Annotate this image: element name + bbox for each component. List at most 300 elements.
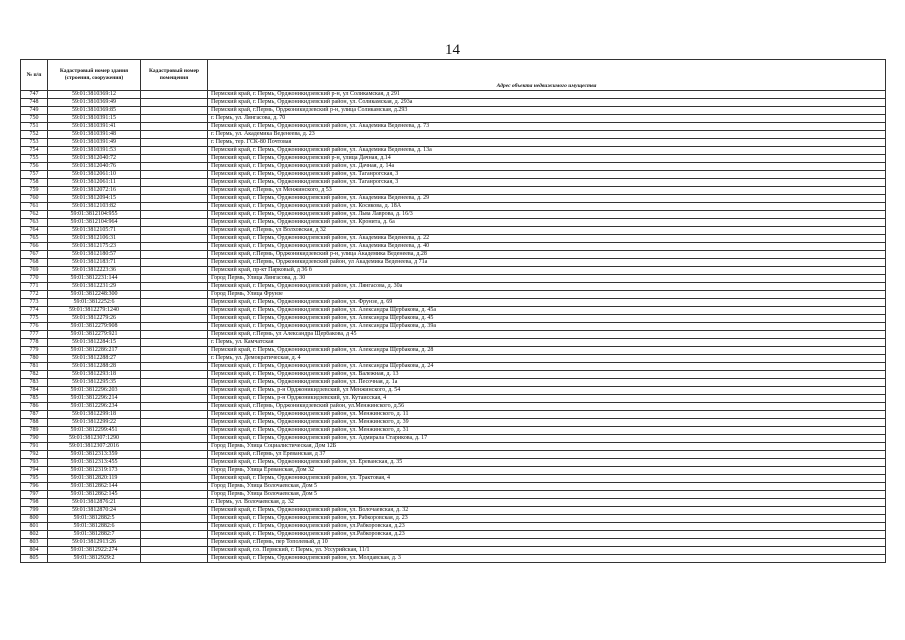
property-address: Пермский край, г.Пермь, Орджоникидзевский район, ул.Менжинского, д.56 <box>208 403 886 411</box>
room-cadastral-number <box>141 171 208 179</box>
table-row <box>21 227 886 235</box>
property-address: Пермский край, г.Пермь, Орджоникидзевский р-н, улица Академика Веденеева, д.28 <box>208 251 886 259</box>
row-number: 773 <box>21 299 48 307</box>
table-row <box>21 323 886 331</box>
table-row <box>21 283 886 291</box>
room-cadastral-number <box>141 547 208 555</box>
building-cadastral-number: 59:01:3812061:10 <box>48 171 141 179</box>
room-cadastral-number <box>141 523 208 531</box>
room-cadastral-number <box>141 307 208 315</box>
building-cadastral-number: 59:01:3812876:21 <box>48 499 141 507</box>
table-body <box>21 91 886 563</box>
building-cadastral-number: 59:01:3812106:31 <box>48 235 141 243</box>
row-number: 747 <box>21 91 48 99</box>
header-building-cadastral: Кадастровый номер здания (строения, сооружения) <box>48 60 141 91</box>
room-cadastral-number <box>141 451 208 459</box>
building-cadastral-number: 59:01:3812223:36 <box>48 267 141 275</box>
building-cadastral-number: 59:01:3812105:71 <box>48 227 141 235</box>
property-address: г. Пермь, ул. Волочаевская, д. 32 <box>208 499 886 507</box>
property-address: Пермский край, г. Пермь, Орджоникидзевский район, ул. Адмирала Старикова, д. 17 <box>208 435 886 443</box>
building-cadastral-number: 59:01:3812231:29 <box>48 283 141 291</box>
building-cadastral-number: 59:01:3812104:955 <box>48 211 141 219</box>
table-row <box>21 547 886 555</box>
property-address: Пермский край, г. Пермь, Орджоникидзевский район, ул. Соликамская, д. 293а <box>208 99 886 107</box>
building-cadastral-number: 59:01:3812183:71 <box>48 259 141 267</box>
room-cadastral-number <box>141 435 208 443</box>
building-cadastral-number: 59:01:3812296:203 <box>48 387 141 395</box>
property-address: Пермский край, г. Пермь, Орджоникидзевский район, ул. Кронита, д. 6а <box>208 219 886 227</box>
property-address: Пермский край, г.Пермь, ул Ереванская, д 37 <box>208 451 886 459</box>
row-number: 802 <box>21 531 48 539</box>
building-cadastral-number: 59:01:3812862:145 <box>48 491 141 499</box>
table-row <box>21 451 886 459</box>
property-address: Пермский край, г.Пермь, Орджоникидзевский р-н, улица Соликамская, д.293 <box>208 107 886 115</box>
property-address: Пермский край, г. Пермь, Орджоникидзевский район, ул. Академика Веденеева, д. 29 <box>208 195 886 203</box>
property-address: г. Пермь, тер. ГСК-80 Почтовая <box>208 139 886 147</box>
room-cadastral-number <box>141 427 208 435</box>
property-address: Пермский край, г. Пермь, Орджоникидзевский район, ул. Валежная, д. 13 <box>208 371 886 379</box>
property-address: г. Пермь, ул. Демократическая, д. 4 <box>208 355 886 363</box>
property-address: Пермский край, г.Пермь, Орджоникидзевский район, ул Академика Веденеева, д 71а <box>208 259 886 267</box>
room-cadastral-number <box>141 443 208 451</box>
room-cadastral-number <box>141 211 208 219</box>
row-number: 761 <box>21 203 48 211</box>
room-cadastral-number <box>141 419 208 427</box>
row-number: 769 <box>21 267 48 275</box>
property-address: Пермский край, г. Пермь, Орджоникидзевский район, ул. Рабкоровская, д. 23 <box>208 515 886 523</box>
table-row <box>21 171 886 179</box>
room-cadastral-number <box>141 99 208 107</box>
row-number: 772 <box>21 291 48 299</box>
row-number: 753 <box>21 139 48 147</box>
row-number: 797 <box>21 491 48 499</box>
building-cadastral-number: 59:01:3810391:53 <box>48 147 141 155</box>
building-cadastral-number: 59:01:3812319:173 <box>48 467 141 475</box>
room-cadastral-number <box>141 107 208 115</box>
room-cadastral-number <box>141 163 208 171</box>
property-address: Пермский край, г. Пермь, Орджоникидзевский район, ул.Рабкоровская, д.23 <box>208 531 886 539</box>
row-number: 755 <box>21 155 48 163</box>
row-number: 782 <box>21 371 48 379</box>
table-row <box>21 315 886 323</box>
property-address: Пермский край, г. Пермь, Орджоникидзевский район, ул. Академика Веденеева, д. 13а <box>208 147 886 155</box>
building-cadastral-number: 59:01:3812913:26 <box>48 539 141 547</box>
room-cadastral-number <box>141 155 208 163</box>
row-number: 780 <box>21 355 48 363</box>
property-address: Пермский край, г. Пермь, Орджоникидзевский район, ул. Льва Лаврова, д. 16/3 <box>208 211 886 219</box>
building-cadastral-number: 59:01:3810369:85 <box>48 107 141 115</box>
row-number: 781 <box>21 363 48 371</box>
table-row <box>21 299 886 307</box>
building-cadastral-number: 59:01:3812313:455 <box>48 459 141 467</box>
property-address: Пермский край, г.о. Пермский, г. Пермь, ул. Уссурийская, 11/1 <box>208 547 886 555</box>
property-address: Город Пермь, Улица Волочаевская, Дом 5 <box>208 491 886 499</box>
table-row <box>21 507 886 515</box>
building-cadastral-number: 59:01:3812279:908 <box>48 323 141 331</box>
property-address: Город Пермь, Улица Волочаевская, Дом 5 <box>208 483 886 491</box>
property-address: Город Пермь, Улица Лянгасова, д. 30 <box>208 275 886 283</box>
room-cadastral-number <box>141 291 208 299</box>
table-row <box>21 235 886 243</box>
header-address-spacer <box>208 60 886 84</box>
building-cadastral-number: 59:01:3812820:119 <box>48 475 141 483</box>
room-cadastral-number <box>141 515 208 523</box>
property-address: Пермский край, г. Пермь, Орджоникидзевский район, ул. Фрунзе, д. 69 <box>208 299 886 307</box>
property-address: Пермский край, г. Пермь, Орджоникидзевский р-н, улица Дачная, д.14 <box>208 155 886 163</box>
property-address: г. Пермь, ул. Лянгасова, д. 70 <box>208 115 886 123</box>
building-cadastral-number: 59:01:3812882:6 <box>48 523 141 531</box>
room-cadastral-number <box>141 219 208 227</box>
room-cadastral-number <box>141 363 208 371</box>
building-cadastral-number: 59:01:3812288:27 <box>48 355 141 363</box>
table-row <box>21 387 886 395</box>
property-address: Пермский край, г. Пермь, Орджоникидзевский район, ул. Академика Веденеева, д. 73 <box>208 123 886 131</box>
table-row <box>21 515 886 523</box>
building-cadastral-number: 59:01:3812231:144 <box>48 275 141 283</box>
building-cadastral-number: 59:01:3810391:49 <box>48 139 141 147</box>
property-address: Пермский край, г. Пермь, р-н Орджоникидзевский, ул Менжинского, д. 54 <box>208 387 886 395</box>
row-number: 759 <box>21 187 48 195</box>
room-cadastral-number <box>141 251 208 259</box>
building-cadastral-number: 59:01:3812295:35 <box>48 379 141 387</box>
row-number: 776 <box>21 323 48 331</box>
building-cadastral-number: 59:01:3812279:26 <box>48 315 141 323</box>
row-number: 787 <box>21 411 48 419</box>
row-number: 779 <box>21 347 48 355</box>
table-row <box>21 347 886 355</box>
table-row <box>21 523 886 531</box>
building-cadastral-number: 59:01:3812307:2016 <box>48 443 141 451</box>
row-number: 799 <box>21 507 48 515</box>
row-number: 798 <box>21 499 48 507</box>
room-cadastral-number <box>141 243 208 251</box>
room-cadastral-number <box>141 139 208 147</box>
table-row <box>21 419 886 427</box>
room-cadastral-number <box>141 147 208 155</box>
property-address: Пермский край, г. Пермь, Орджоникидзевский район, ул. Косякова, д. 18А <box>208 203 886 211</box>
row-number: 785 <box>21 395 48 403</box>
row-number: 777 <box>21 331 48 339</box>
building-cadastral-number: 59:01:3810391:48 <box>48 131 141 139</box>
building-cadastral-number: 59:01:3812279:1240 <box>48 307 141 315</box>
building-cadastral-number: 59:01:3812313:359 <box>48 451 141 459</box>
property-address: г. Пермь, ул. Камчатская <box>208 339 886 347</box>
row-number: 786 <box>21 403 48 411</box>
room-cadastral-number <box>141 259 208 267</box>
room-cadastral-number <box>141 483 208 491</box>
room-cadastral-number <box>141 187 208 195</box>
row-number: 768 <box>21 259 48 267</box>
row-number: 793 <box>21 459 48 467</box>
table-row <box>21 467 886 475</box>
row-number: 757 <box>21 171 48 179</box>
room-cadastral-number <box>141 467 208 475</box>
row-number: 752 <box>21 131 48 139</box>
row-number: 792 <box>21 451 48 459</box>
building-cadastral-number: 59:01:3812922:274 <box>48 547 141 555</box>
building-cadastral-number: 59:01:3812870:24 <box>48 507 141 515</box>
property-address: Пермский край, г. Пермь, Орджоникидзевский район, ул. Таганрогская, 3 <box>208 171 886 179</box>
table-row <box>21 123 886 131</box>
table-row <box>21 483 886 491</box>
row-number: 766 <box>21 243 48 251</box>
row-number: 800 <box>21 515 48 523</box>
property-address: Пермский край, г. Пермь, Орджоникидзевский район, ул.Рабкоровская, д.23 <box>208 523 886 531</box>
table-row <box>21 499 886 507</box>
room-cadastral-number <box>141 267 208 275</box>
room-cadastral-number <box>141 539 208 547</box>
property-address: Пермский край, г. Пермь, Орджоникидзевский район, ул. Александра Щербакова, д. 45 <box>208 315 886 323</box>
building-cadastral-number: 59:01:3810369:49 <box>48 99 141 107</box>
row-number: 796 <box>21 483 48 491</box>
row-number: 788 <box>21 419 48 427</box>
property-address: Пермский край, г.Пермь, ул Менжинского, д 53 <box>208 187 886 195</box>
building-cadastral-number: 59:01:3812882:5 <box>48 515 141 523</box>
property-address: Пермский край, г. Пермь, Орджоникидзевский район, ул. Молдавская, д. 3 <box>208 555 886 563</box>
room-cadastral-number <box>141 131 208 139</box>
room-cadastral-number <box>141 355 208 363</box>
row-number: 751 <box>21 123 48 131</box>
building-cadastral-number: 59:01:3812103:82 <box>48 203 141 211</box>
room-cadastral-number <box>141 323 208 331</box>
property-address: Город Пермь, Улица Социалистическая, Дом 12Б <box>208 443 886 451</box>
building-cadastral-number: 59:01:3812252:6 <box>48 299 141 307</box>
table-row <box>21 163 886 171</box>
room-cadastral-number <box>141 299 208 307</box>
building-cadastral-number: 59:01:3812040:76 <box>48 163 141 171</box>
room-cadastral-number <box>141 403 208 411</box>
room-cadastral-number <box>141 123 208 131</box>
room-cadastral-number <box>141 507 208 515</box>
room-cadastral-number <box>141 411 208 419</box>
room-cadastral-number <box>141 379 208 387</box>
property-address: Пермский край, г. Пермь, Орджоникидзевский район, ул. Менжинского, д. 11 <box>208 411 886 419</box>
property-address: Пермский край, г. Пермь, Орджоникидзевский район, ул. Менжинского, д. 31 <box>208 427 886 435</box>
header-room-cadastral: Кадастровый номер помещения <box>141 60 208 91</box>
building-cadastral-number: 59:01:3812862:144 <box>48 483 141 491</box>
row-number: 765 <box>21 235 48 243</box>
building-cadastral-number: 59:01:3812293:18 <box>48 371 141 379</box>
building-cadastral-number: 59:01:3812286:217 <box>48 347 141 355</box>
row-number: 756 <box>21 163 48 171</box>
table-row <box>21 363 886 371</box>
row-number: 749 <box>21 107 48 115</box>
row-number: 764 <box>21 227 48 235</box>
room-cadastral-number <box>141 179 208 187</box>
building-cadastral-number: 59:01:3812104:964 <box>48 219 141 227</box>
property-address: Пермский край, г. Пермь, Орджоникидзевский район, ул. Таганрогская, 3 <box>208 179 886 187</box>
room-cadastral-number <box>141 499 208 507</box>
row-number: 758 <box>21 179 48 187</box>
table-row <box>21 475 886 483</box>
room-cadastral-number <box>141 347 208 355</box>
building-cadastral-number: 59:01:3812299:22 <box>48 419 141 427</box>
room-cadastral-number <box>141 555 208 563</box>
table-row <box>21 443 886 451</box>
table-row <box>21 539 886 547</box>
row-number: 803 <box>21 539 48 547</box>
building-cadastral-number: 59:01:3812296:234 <box>48 403 141 411</box>
table-row <box>21 291 886 299</box>
building-cadastral-number: 59:01:3810391:41 <box>48 123 141 131</box>
table-row <box>21 99 886 107</box>
row-number: 790 <box>21 435 48 443</box>
building-cadastral-number: 59:01:3812094:15 <box>48 195 141 203</box>
row-number: 784 <box>21 387 48 395</box>
building-cadastral-number: 59:01:3812061:11 <box>48 179 141 187</box>
property-address: Пермский край, г.Пермь, пер Тополевый, д 10 <box>208 539 886 547</box>
property-address: Пермский край, г. Пермь, Орджоникидзевский район, ул. Лянгасова, д. 30а <box>208 283 886 291</box>
table-row <box>21 459 886 467</box>
row-number: 804 <box>21 547 48 555</box>
table-row <box>21 275 886 283</box>
row-number: 791 <box>21 443 48 451</box>
building-cadastral-number: 59:01:3812929:2 <box>48 555 141 563</box>
property-address: Пермский край, г. Пермь, р-н Орджоникидзевский, ул. Кутаисская, 4 <box>208 395 886 403</box>
table-row <box>21 403 886 411</box>
building-cadastral-number: 59:01:3812284:15 <box>48 339 141 347</box>
building-cadastral-number: 59:01:3812296:214 <box>48 395 141 403</box>
row-number: 770 <box>21 275 48 283</box>
table-row <box>21 259 886 267</box>
row-number: 794 <box>21 467 48 475</box>
row-number: 778 <box>21 339 48 347</box>
room-cadastral-number <box>141 195 208 203</box>
building-cadastral-number: 59:01:3812072:16 <box>48 187 141 195</box>
property-address: Пермский край, г. Пермь, Орджоникидзевский район, ул. Академика Веденеева, д. 40 <box>208 243 886 251</box>
building-cadastral-number: 59:01:3812307:1290 <box>48 435 141 443</box>
building-cadastral-number: 59:01:3812299:18 <box>48 411 141 419</box>
table-row <box>21 531 886 539</box>
property-address: Пермский край, г. Пермь, Орджоникидзевский район, ул. Дачная, д. 14а <box>208 163 886 171</box>
building-cadastral-number: 59:01:3812279:921 <box>48 331 141 339</box>
property-address: Пермский край, г. Пермь, Орджоникидзевский район, ул. Академика Веденеева, д. 22 <box>208 235 886 243</box>
room-cadastral-number <box>141 387 208 395</box>
property-address: Пермский край, г. Пермь, Орджоникидзевский район, ул. Трактовая, 4 <box>208 475 886 483</box>
building-cadastral-number: 59:01:3812040:72 <box>48 155 141 163</box>
table-row <box>21 379 886 387</box>
property-address: Пермский край, г. Пермь, Орджоникидзевский район, ул. Александра Щербакова, д. 24 <box>208 363 886 371</box>
property-address: Пермский край, пр-кт Парковый, д 36 б <box>208 267 886 275</box>
room-cadastral-number <box>141 275 208 283</box>
room-cadastral-number <box>141 491 208 499</box>
row-number: 775 <box>21 315 48 323</box>
row-number: 789 <box>21 427 48 435</box>
header-number: № п/п <box>21 60 48 91</box>
property-address: Пермский край, г.Пермь, ул Александра Щербакова, д 45 <box>208 331 886 339</box>
row-number: 783 <box>21 379 48 387</box>
row-number: 795 <box>21 475 48 483</box>
table-row <box>21 395 886 403</box>
table-row <box>21 435 886 443</box>
room-cadastral-number <box>141 235 208 243</box>
room-cadastral-number <box>141 459 208 467</box>
table-row <box>21 251 886 259</box>
building-cadastral-number: 59:01:3810369:12 <box>48 91 141 99</box>
table-row <box>21 115 886 123</box>
table-row <box>21 243 886 251</box>
table-row <box>21 107 886 115</box>
property-address: г. Пермь, ул. Академика Веденеева, д. 23 <box>208 131 886 139</box>
row-number: 760 <box>21 195 48 203</box>
room-cadastral-number <box>141 91 208 99</box>
building-cadastral-number: 59:01:3812180:57 <box>48 251 141 259</box>
page-number: 14 <box>445 42 460 58</box>
row-number: 771 <box>21 283 48 291</box>
room-cadastral-number <box>141 227 208 235</box>
table-row <box>21 139 886 147</box>
table-row <box>21 371 886 379</box>
table-row <box>21 131 886 139</box>
property-address: Город Пермь, Улица Фрунзе <box>208 291 886 299</box>
row-number: 750 <box>21 115 48 123</box>
building-cadastral-number: 59:01:3812248:300 <box>48 291 141 299</box>
table-row <box>21 331 886 339</box>
row-number: 748 <box>21 99 48 107</box>
property-address: Пермский край, г. Пермь, Орджоникидзевский район, ул. Ереванская, д. 35 <box>208 459 886 467</box>
building-cadastral-number: 59:01:3812882:7 <box>48 531 141 539</box>
table-row <box>21 307 886 315</box>
table-row <box>21 155 886 163</box>
row-number: 763 <box>21 219 48 227</box>
table-row <box>21 555 886 563</box>
property-address: Пермский край, г. Пермь, Орджоникидзевский район, ул. Александра Щербакова, д. 45а <box>208 307 886 315</box>
table-row <box>21 339 886 347</box>
row-number: 754 <box>21 147 48 155</box>
property-address: Пермский край, г. Пермь, Орджоникидзевский район, ул. Песочная, д. 1а <box>208 379 886 387</box>
property-address: Пермский край, г. Пермь, Орджоникидзевский район, ул. Менжинского, д. 39 <box>208 419 886 427</box>
row-number: 805 <box>21 555 48 563</box>
table-row <box>21 147 886 155</box>
room-cadastral-number <box>141 203 208 211</box>
building-cadastral-number: 59:01:3812175:23 <box>48 243 141 251</box>
room-cadastral-number <box>141 531 208 539</box>
row-number: 762 <box>21 211 48 219</box>
property-registry-table <box>20 59 886 563</box>
table-row <box>21 219 886 227</box>
room-cadastral-number <box>141 395 208 403</box>
row-number: 801 <box>21 523 48 531</box>
row-number: 767 <box>21 251 48 259</box>
building-cadastral-number: 59:01:3812288:28 <box>48 363 141 371</box>
building-cadastral-number: 59:01:3810391:15 <box>48 115 141 123</box>
table-row <box>21 195 886 203</box>
room-cadastral-number <box>141 315 208 323</box>
property-address: Город Пермь, Улица Ереванская, Дом 32 <box>208 467 886 475</box>
header-address: Адрес объекта недвижимого имущества <box>208 83 886 91</box>
room-cadastral-number <box>141 331 208 339</box>
property-address: Пермский край, г. Пермь, Орджоникидзевский р-н, ул Соликамская, д 291 <box>208 91 886 99</box>
table-row <box>21 91 886 99</box>
table-row <box>21 411 886 419</box>
property-address: Пермский край, г.Пермь, ул Волховская, д 32 <box>208 227 886 235</box>
property-address: Пермский край, г. Пермь, Орджоникидзевский район, ул. Волочаевская, д. 32 <box>208 507 886 515</box>
table-row <box>21 427 886 435</box>
room-cadastral-number <box>141 371 208 379</box>
table-row <box>21 187 886 195</box>
property-address: Пермский край, г. Пермь, Орджоникидзевский район, ул. Александра Щербакова, д. 39а <box>208 323 886 331</box>
table-row <box>21 267 886 275</box>
property-address: Пермский край, г. Пермь, Орджоникидзевский район, ул. Александра Щербакова, д. 28 <box>208 347 886 355</box>
table-row <box>21 203 886 211</box>
table-row <box>21 179 886 187</box>
building-cadastral-number: 59:01:3812299:451 <box>48 427 141 435</box>
table-row <box>21 355 886 363</box>
room-cadastral-number <box>141 339 208 347</box>
table-row <box>21 211 886 219</box>
row-number: 774 <box>21 307 48 315</box>
room-cadastral-number <box>141 283 208 291</box>
